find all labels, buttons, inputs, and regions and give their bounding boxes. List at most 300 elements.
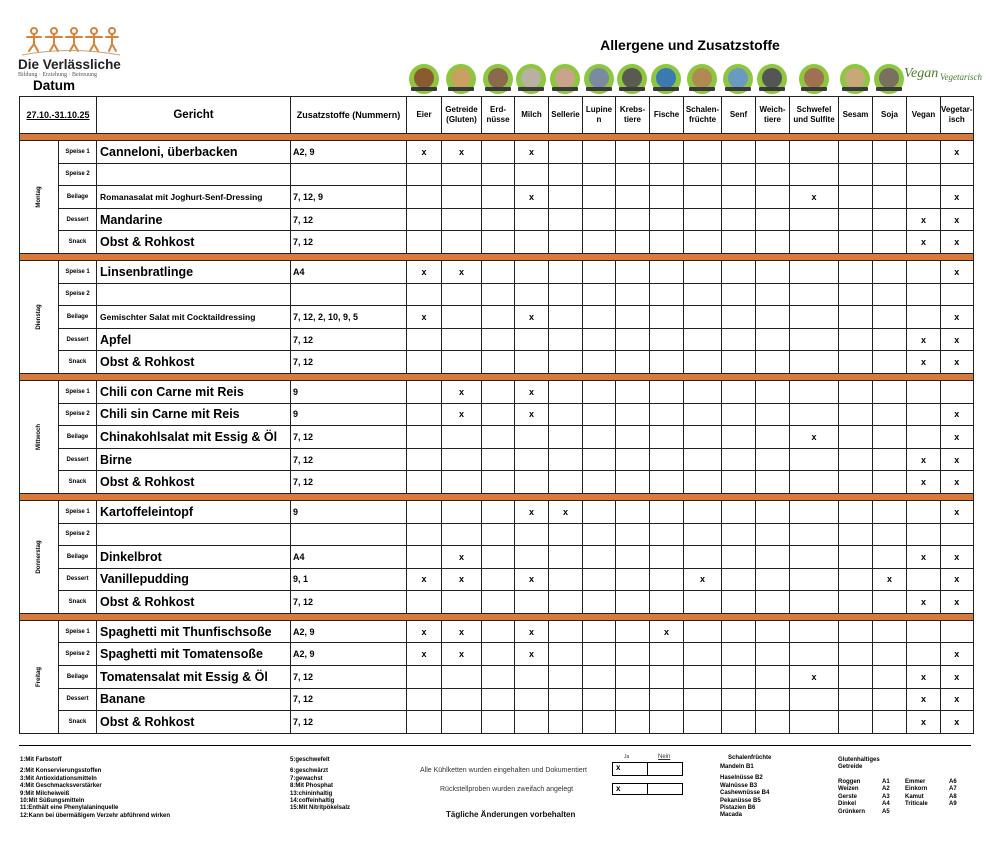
allergen-mark xyxy=(515,523,549,546)
grain-item xyxy=(905,779,957,786)
allergen-column-header: Lupine n xyxy=(583,97,616,134)
grain-name: Kamut xyxy=(905,793,924,800)
allergen-mark xyxy=(839,186,873,209)
nut-item: Pistazien B6 xyxy=(720,805,756,812)
allergen-mark xyxy=(756,163,790,186)
allergen-mark xyxy=(790,448,839,471)
allergen-mark xyxy=(756,666,790,689)
allergen-mark xyxy=(839,403,873,426)
allergen-mark xyxy=(482,620,515,643)
allergen-mark xyxy=(839,306,873,329)
table-row xyxy=(20,208,974,231)
allergen-mark: x xyxy=(907,666,941,689)
milk-icon xyxy=(516,64,546,94)
allergen-mark xyxy=(722,688,756,711)
allergen-mark xyxy=(684,426,722,449)
allergen-mark xyxy=(907,523,941,546)
allergen-mark xyxy=(583,260,616,283)
allergen-column-header: Schwefel und Sulfite xyxy=(790,97,839,134)
dish-name: Kartoffeleintopf xyxy=(97,500,291,523)
meal-type: Speise 2 xyxy=(59,643,97,666)
allergen-mark xyxy=(684,163,722,186)
grain-name: Emmer xyxy=(905,779,926,785)
vegan-logo: Vegan xyxy=(904,66,939,81)
additive-item: 8:Mit Phosphat xyxy=(290,783,333,790)
allergen-mark xyxy=(722,186,756,209)
day-separator xyxy=(20,373,974,380)
allergen-mark xyxy=(790,403,839,426)
allergen-mark xyxy=(873,500,907,523)
allergen-mark xyxy=(873,711,907,734)
meal-type: Beilage xyxy=(59,186,97,209)
allergen-mark xyxy=(722,260,756,283)
allergen-mark: x xyxy=(515,500,549,523)
meal-type: Speise 1 xyxy=(59,500,97,523)
allergen-mark: x xyxy=(407,306,442,329)
allergen-mark xyxy=(549,688,583,711)
allergen-mark xyxy=(873,306,907,329)
allergen-mark xyxy=(684,688,722,711)
allergen-mark xyxy=(515,591,549,614)
allergen-mark xyxy=(583,283,616,306)
allergen-column-header: Eier xyxy=(407,97,442,134)
allergen-mark: x xyxy=(941,471,974,494)
additives-cell: A4 xyxy=(291,546,407,569)
allergen-mark xyxy=(583,306,616,329)
retention-samples-checkbox[interactable] xyxy=(612,783,683,795)
allergen-mark xyxy=(515,471,549,494)
day-label xyxy=(20,141,59,254)
allergen-mark xyxy=(907,163,941,186)
allergen-mark: x xyxy=(941,306,974,329)
allergen-mark xyxy=(407,328,442,351)
allergen-mark xyxy=(790,643,839,666)
allergen-mark xyxy=(482,186,515,209)
table-row xyxy=(20,711,974,734)
allergen-mark xyxy=(756,620,790,643)
allergen-mark xyxy=(583,141,616,164)
allergen-mark xyxy=(442,471,482,494)
allergen-mark xyxy=(407,500,442,523)
allergen-mark xyxy=(684,141,722,164)
allergen-mark xyxy=(790,471,839,494)
allergen-mark xyxy=(616,208,650,231)
allergen-mark xyxy=(549,711,583,734)
allergen-mark xyxy=(907,283,941,306)
allergen-mark: x xyxy=(515,403,549,426)
allergen-mark xyxy=(650,163,684,186)
allergen-mark xyxy=(515,546,549,569)
allergen-mark xyxy=(839,620,873,643)
dish-name: Canneloni, überbacken xyxy=(97,141,291,164)
meal-type: Beilage xyxy=(59,306,97,329)
allergen-mark: x xyxy=(515,141,549,164)
allergen-mark xyxy=(549,568,583,591)
allergen-mark xyxy=(482,546,515,569)
allergen-mark xyxy=(616,141,650,164)
additive-item: 6:geschwärzt xyxy=(290,768,329,775)
allergen-mark xyxy=(616,471,650,494)
allergen-mark xyxy=(650,231,684,254)
day-separator xyxy=(20,493,974,500)
peanuts-icon xyxy=(483,64,513,94)
allergen-mark xyxy=(907,403,941,426)
meal-type: Speise 1 xyxy=(59,380,97,403)
allergen-mark xyxy=(839,448,873,471)
allergen-mark: x xyxy=(907,546,941,569)
additives-list-right xyxy=(290,757,350,813)
allergen-mark xyxy=(650,328,684,351)
dish-name: Obst & Rohkost xyxy=(97,471,291,494)
allergen-mark: x xyxy=(515,186,549,209)
allergen-mark xyxy=(873,666,907,689)
allergen-mark xyxy=(873,620,907,643)
table-row xyxy=(20,643,974,666)
grain-name: Gerste xyxy=(838,793,858,800)
dish-name: Romanasalat mit Joghurt-Senf-Dressing xyxy=(97,186,291,209)
additives-cell: 7, 12 xyxy=(291,591,407,614)
allergen-mark xyxy=(873,283,907,306)
allergen-mark xyxy=(616,260,650,283)
meal-type: Speise 2 xyxy=(59,403,97,426)
allergen-column-header: Senf xyxy=(722,97,756,134)
page-title: Allergene und Zusatzstoffe xyxy=(600,37,780,53)
allergen-mark xyxy=(684,546,722,569)
allergen-mark xyxy=(790,711,839,734)
allergen-mark xyxy=(583,186,616,209)
allergen-mark xyxy=(515,711,549,734)
allergen-mark xyxy=(684,260,722,283)
additives-cell xyxy=(291,283,407,306)
allergen-mark xyxy=(583,546,616,569)
allergen-mark xyxy=(616,351,650,374)
nuts-list xyxy=(720,764,769,820)
allergen-mark xyxy=(650,500,684,523)
allergen-mark xyxy=(482,260,515,283)
allergen-mark xyxy=(790,306,839,329)
dish-name: Chili con Carne mit Reis xyxy=(97,380,291,403)
dish-name: Chinakohlsalat mit Essig & Öl xyxy=(97,426,291,449)
grain-item xyxy=(838,801,890,808)
allergen-mark xyxy=(684,351,722,374)
allergen-mark xyxy=(873,208,907,231)
allergen-mark xyxy=(756,448,790,471)
grain-code: A1 xyxy=(882,779,890,785)
grain-name: Dinkel xyxy=(838,801,857,808)
allergen-mark xyxy=(549,426,583,449)
allergen-mark xyxy=(722,426,756,449)
allergen-mark xyxy=(684,328,722,351)
allergen-mark xyxy=(549,380,583,403)
allergen-mark xyxy=(907,643,941,666)
grain-item xyxy=(905,786,957,793)
allergen-mark xyxy=(941,380,974,403)
allergen-mark: x xyxy=(941,568,974,591)
grain-code: A3 xyxy=(882,793,890,800)
allergen-mark xyxy=(756,711,790,734)
allergen-mark xyxy=(756,688,790,711)
allergen-mark xyxy=(756,306,790,329)
meal-type: Snack xyxy=(59,231,97,254)
allergen-mark xyxy=(684,620,722,643)
allergen-mark xyxy=(482,471,515,494)
fish-icon xyxy=(651,64,681,94)
allergen-mark xyxy=(839,351,873,374)
allergen-mark xyxy=(873,471,907,494)
allergen-mark xyxy=(873,403,907,426)
allergen-mark: x xyxy=(407,568,442,591)
allergen-mark xyxy=(549,523,583,546)
nuts-title: Schalenfrüchte xyxy=(728,755,772,761)
allergen-mark xyxy=(549,591,583,614)
allergen-mark xyxy=(839,208,873,231)
mollusc-icon xyxy=(757,64,787,94)
allergen-column-header: Fische xyxy=(650,97,684,134)
date-range: 27.10.-31.10.25 xyxy=(20,97,97,134)
allergen-mark xyxy=(873,260,907,283)
allergen-mark xyxy=(790,546,839,569)
allergen-mark xyxy=(756,231,790,254)
allergen-mark: x xyxy=(941,186,974,209)
meal-type: Dessert xyxy=(59,568,97,591)
sesame-icon xyxy=(840,64,870,94)
meal-type: Speise 1 xyxy=(59,141,97,164)
allergen-mark xyxy=(442,306,482,329)
allergen-mark xyxy=(684,283,722,306)
allergen-mark xyxy=(756,471,790,494)
table-row xyxy=(20,380,974,403)
allergen-mark: x xyxy=(515,306,549,329)
day-separator xyxy=(20,253,974,260)
allergen-mark xyxy=(616,163,650,186)
allergen-mark: x xyxy=(941,711,974,734)
table-row xyxy=(20,186,974,209)
dish-name: Apfel xyxy=(97,328,291,351)
allergen-mark xyxy=(442,328,482,351)
allergen-mark xyxy=(482,666,515,689)
allergen-mark xyxy=(839,283,873,306)
allergen-mark xyxy=(790,688,839,711)
grain-code: A4 xyxy=(882,801,890,808)
allergen-mark xyxy=(515,448,549,471)
allergen-mark xyxy=(583,403,616,426)
allergen-mark xyxy=(722,643,756,666)
nut-item: Pekanüsse B5 xyxy=(720,797,761,804)
allergen-mark xyxy=(549,208,583,231)
cold-chain-value: x xyxy=(616,763,621,772)
allergen-mark xyxy=(616,231,650,254)
additives-cell: 7, 12 xyxy=(291,231,407,254)
divider xyxy=(19,745,971,746)
allergen-mark xyxy=(442,351,482,374)
additive-item: 5:geschwefelt xyxy=(290,757,330,763)
allergen-mark xyxy=(790,351,839,374)
allergen-mark xyxy=(549,643,583,666)
allergen-mark xyxy=(650,426,684,449)
allergen-mark xyxy=(907,380,941,403)
allergen-mark xyxy=(790,283,839,306)
allergen-mark xyxy=(515,688,549,711)
additives-cell: A2, 9 xyxy=(291,643,407,666)
allergen-mark: x xyxy=(907,351,941,374)
nut-item: Mandeln B1 xyxy=(720,764,754,770)
allergen-mark xyxy=(684,186,722,209)
allergen-mark xyxy=(907,186,941,209)
day-name: Dienstag xyxy=(36,304,42,330)
allergen-mark xyxy=(442,231,482,254)
mustard-icon xyxy=(723,64,753,94)
allergen-mark xyxy=(407,688,442,711)
allergen-mark: x xyxy=(907,471,941,494)
meal-type: Snack xyxy=(59,591,97,614)
dish-name: Tomatensalat mit Essig & Öl xyxy=(97,666,291,689)
allergen-mark xyxy=(407,163,442,186)
allergen-mark xyxy=(442,523,482,546)
allergen-mark xyxy=(722,380,756,403)
allergen-mark xyxy=(650,643,684,666)
day-name: Montag xyxy=(36,186,42,208)
allergen-mark xyxy=(482,448,515,471)
allergen-mark xyxy=(407,283,442,306)
allergen-mark: x xyxy=(549,500,583,523)
dish-name xyxy=(97,163,291,186)
dish-name xyxy=(97,283,291,306)
allergen-mark xyxy=(515,163,549,186)
allergen-mark: x xyxy=(907,591,941,614)
grain-item xyxy=(838,779,890,786)
allergen-mark: x xyxy=(442,568,482,591)
allergen-mark xyxy=(515,208,549,231)
allergen-mark xyxy=(482,711,515,734)
allergen-mark xyxy=(684,643,722,666)
table-row xyxy=(20,328,974,351)
allergen-mark xyxy=(790,591,839,614)
table-row xyxy=(20,666,974,689)
allergen-mark xyxy=(839,163,873,186)
allergen-mark xyxy=(442,500,482,523)
grain-name: Triticale xyxy=(905,801,928,808)
allergen-mark: x xyxy=(407,620,442,643)
additive-item: 4:Mit Geschmacksverstärker xyxy=(20,783,102,790)
allergen-mark xyxy=(873,591,907,614)
allergen-mark xyxy=(583,666,616,689)
allergen-mark: x xyxy=(407,643,442,666)
allergen-mark xyxy=(756,260,790,283)
allergen-mark: x xyxy=(515,568,549,591)
allergen-mark xyxy=(407,448,442,471)
allergen-mark xyxy=(756,380,790,403)
allergen-mark xyxy=(650,351,684,374)
soy-icon xyxy=(874,64,904,94)
allergen-mark xyxy=(941,283,974,306)
allergen-mark: x xyxy=(941,328,974,351)
allergen-mark xyxy=(756,351,790,374)
dish-name xyxy=(97,523,291,546)
day-separator xyxy=(20,613,974,620)
allergen-mark xyxy=(722,620,756,643)
allergen-mark xyxy=(756,500,790,523)
allergen-mark xyxy=(616,688,650,711)
allergen-mark xyxy=(756,403,790,426)
nut-item: Macada xyxy=(720,812,743,819)
meal-type: Beilage xyxy=(59,666,97,689)
children-logo-icon xyxy=(22,26,120,56)
additive-item: 15:Mit Nitritpökelsalz xyxy=(290,805,351,812)
allergen-column-header: Sesam xyxy=(839,97,873,134)
allergen-mark xyxy=(407,380,442,403)
allergen-mark xyxy=(407,426,442,449)
allergen-mark: x xyxy=(941,260,974,283)
cold-chain-checkbox[interactable] xyxy=(612,762,683,776)
meal-type: Speise 2 xyxy=(59,283,97,306)
table-row xyxy=(20,591,974,614)
allergen-mark xyxy=(839,231,873,254)
allergen-mark: x xyxy=(515,643,549,666)
allergen-mark xyxy=(684,591,722,614)
meal-type: Snack xyxy=(59,471,97,494)
nut-item: Walnüsse B3 xyxy=(720,782,758,789)
meal-type: Speise 2 xyxy=(59,523,97,546)
allergen-mark xyxy=(616,380,650,403)
allergen-mark: x xyxy=(941,688,974,711)
additives-cell: 7, 12 xyxy=(291,688,407,711)
allergen-mark xyxy=(722,500,756,523)
allergen-mark xyxy=(684,380,722,403)
allergen-mark xyxy=(482,643,515,666)
allergen-mark xyxy=(482,591,515,614)
allergen-mark: x xyxy=(941,403,974,426)
allergen-mark xyxy=(756,426,790,449)
allergen-mark xyxy=(756,328,790,351)
allergen-mark xyxy=(442,208,482,231)
allergen-mark xyxy=(549,546,583,569)
allergen-mark xyxy=(515,666,549,689)
allergen-mark xyxy=(549,141,583,164)
allergen-mark xyxy=(790,523,839,546)
allergen-mark xyxy=(756,186,790,209)
allergen-mark xyxy=(873,643,907,666)
allergen-column-header: Schalen- früchte xyxy=(684,97,722,134)
grain-item xyxy=(905,801,957,808)
additives-cell: A4 xyxy=(291,260,407,283)
allergen-mark xyxy=(407,546,442,569)
allergen-mark xyxy=(442,163,482,186)
allergen-mark xyxy=(722,403,756,426)
table-row xyxy=(20,620,974,643)
allergen-mark xyxy=(839,666,873,689)
dish-name: Spaghetti mit Thunfischsoße xyxy=(97,620,291,643)
allergen-mark: x xyxy=(941,141,974,164)
allergen-mark xyxy=(482,380,515,403)
allergen-mark xyxy=(482,568,515,591)
allergen-mark: x xyxy=(941,208,974,231)
allergen-mark xyxy=(549,471,583,494)
allergen-mark xyxy=(873,351,907,374)
allergen-mark: x xyxy=(907,711,941,734)
allergen-mark xyxy=(407,208,442,231)
vegetarian-logo: Vegetarisch xyxy=(940,72,982,82)
grain-name: Grünkern xyxy=(838,808,866,815)
allergen-mark: x xyxy=(907,688,941,711)
allergen-mark xyxy=(722,523,756,546)
allergen-mark: x xyxy=(941,448,974,471)
allergen-mark xyxy=(583,591,616,614)
allergen-mark xyxy=(616,546,650,569)
table-row xyxy=(20,523,974,546)
day-label xyxy=(20,500,59,613)
allergen-mark xyxy=(482,426,515,449)
celery-icon xyxy=(550,64,580,94)
